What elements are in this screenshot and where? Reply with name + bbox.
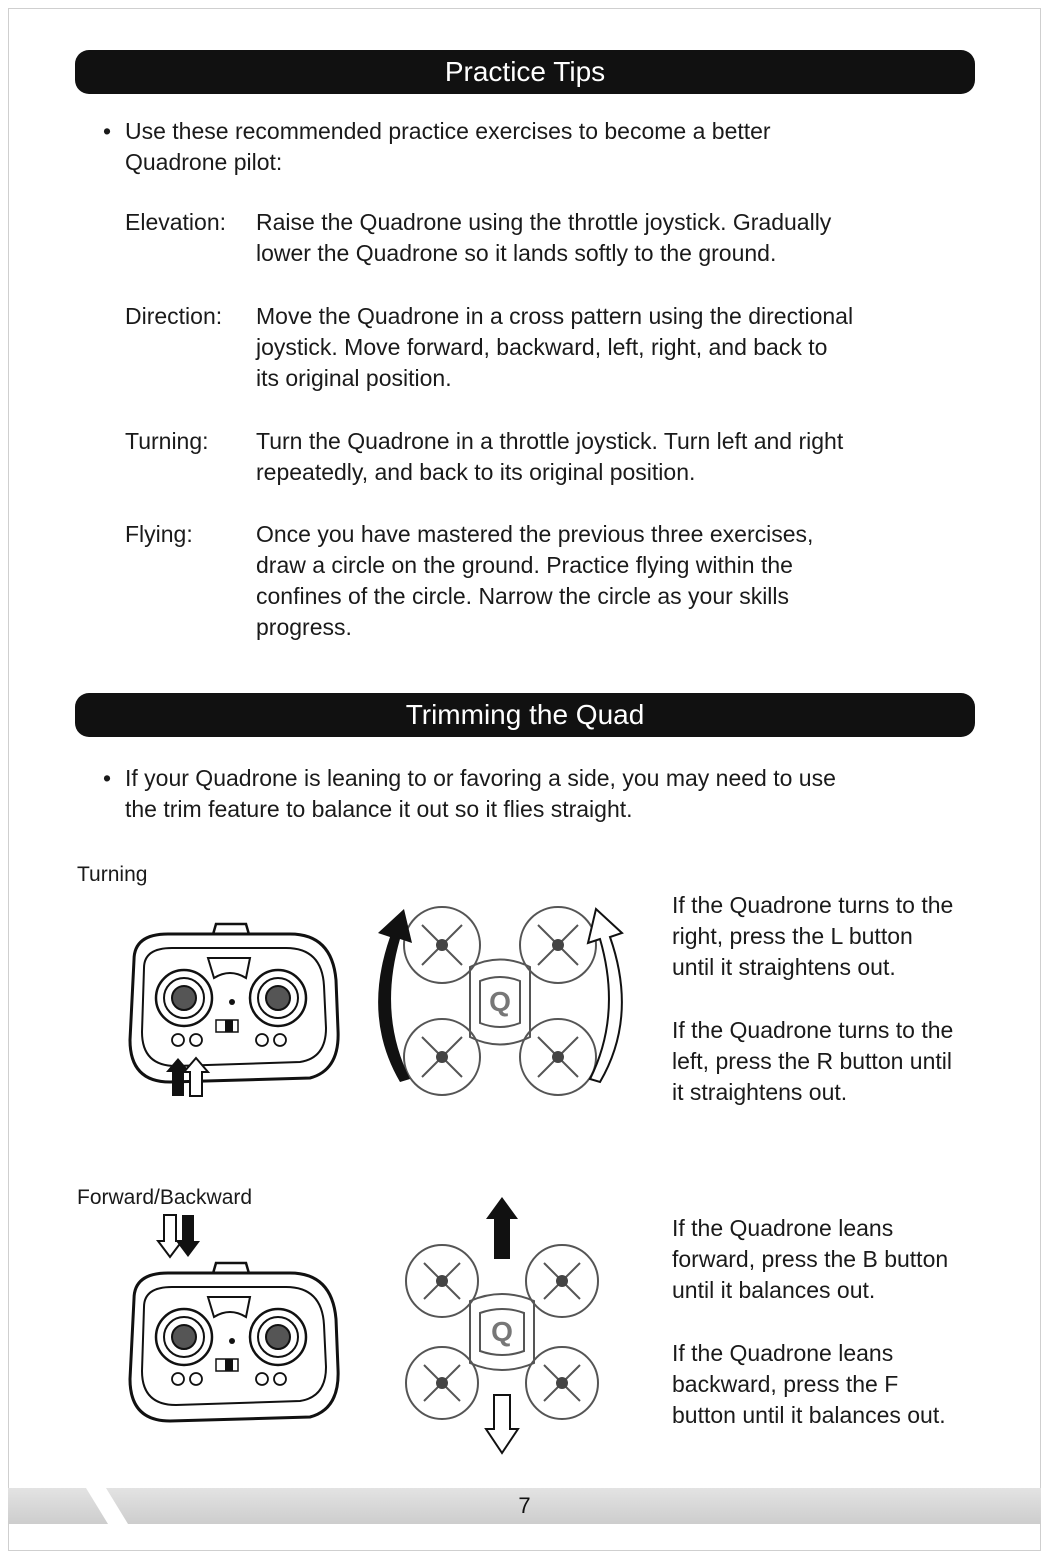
drone-logo: Q xyxy=(489,986,511,1017)
exercise-term-turning: Turning: xyxy=(125,428,209,454)
controller-icon xyxy=(120,920,350,1100)
trimming-intro-line-2: the trim feature to balance it out so it flies straight. xyxy=(125,796,633,822)
turning-label: Turning xyxy=(77,863,148,886)
bullet-dot: • xyxy=(103,118,112,144)
practice-tips-header: Practice Tips xyxy=(75,50,975,94)
drone-logo: Q xyxy=(491,1316,513,1347)
turning-left-instruction: If the Quadrone turns to the left, press the R button until it straightens out. xyxy=(672,1017,954,1105)
quadrone-icon xyxy=(360,897,640,1107)
forward-backward-label: Forward/Backward xyxy=(77,1186,253,1209)
quadrone-icon xyxy=(390,1195,620,1460)
up-arrow-icon xyxy=(486,1197,518,1259)
bullet-dot: • xyxy=(103,765,112,791)
down-arrow-icon xyxy=(486,1395,518,1453)
practice-intro-line-1: Use these recommended practice exercises to become a better xyxy=(125,118,771,144)
exercise-term-flying: Flying: xyxy=(125,521,193,547)
controller-icon xyxy=(120,1215,350,1425)
exercise-def-elevation: Raise the Quadrone using the throttle joystick. Gradually lower the Quadrone so it lands softly to the ground. xyxy=(256,209,832,266)
forward-lean-instruction: If the Quadrone leans forward, press the B button until it balances out. xyxy=(672,1215,949,1303)
exercise-def-turning: Turn the Quadrone in a throttle joystick. Turn left and right repeatedly, and back to its original position. xyxy=(256,428,844,485)
trimming-intro-line-1: If your Quadrone is leaning to or favoring a side, you may need to use xyxy=(125,765,836,791)
trimming-header: Trimming the Quad xyxy=(75,693,975,737)
exercise-def-direction: Move the Quadrone in a cross pattern using the directional joystick. Move forward, backward, left, right, and back to its original position. xyxy=(256,303,854,391)
page-footer xyxy=(8,1488,1041,1524)
practice-intro-line-2: Quadrone pilot: xyxy=(125,149,283,175)
exercise-def-flying: Once you have mastered the previous three exercises, draw a circle on the ground. Practice flying within the confines of the circle. Narrow the circle as your skills progress. xyxy=(256,521,814,640)
turning-right-instruction: If the Quadrone turns to the right, press the L button until it straightens out. xyxy=(672,892,954,980)
exercise-term-elevation: Elevation: xyxy=(125,209,227,235)
page-number: 7 xyxy=(518,1493,531,1518)
backward-lean-instruction: If the Quadrone leans backward, press the F button until it balances out. xyxy=(672,1340,946,1428)
exercise-term-direction: Direction: xyxy=(125,303,223,329)
